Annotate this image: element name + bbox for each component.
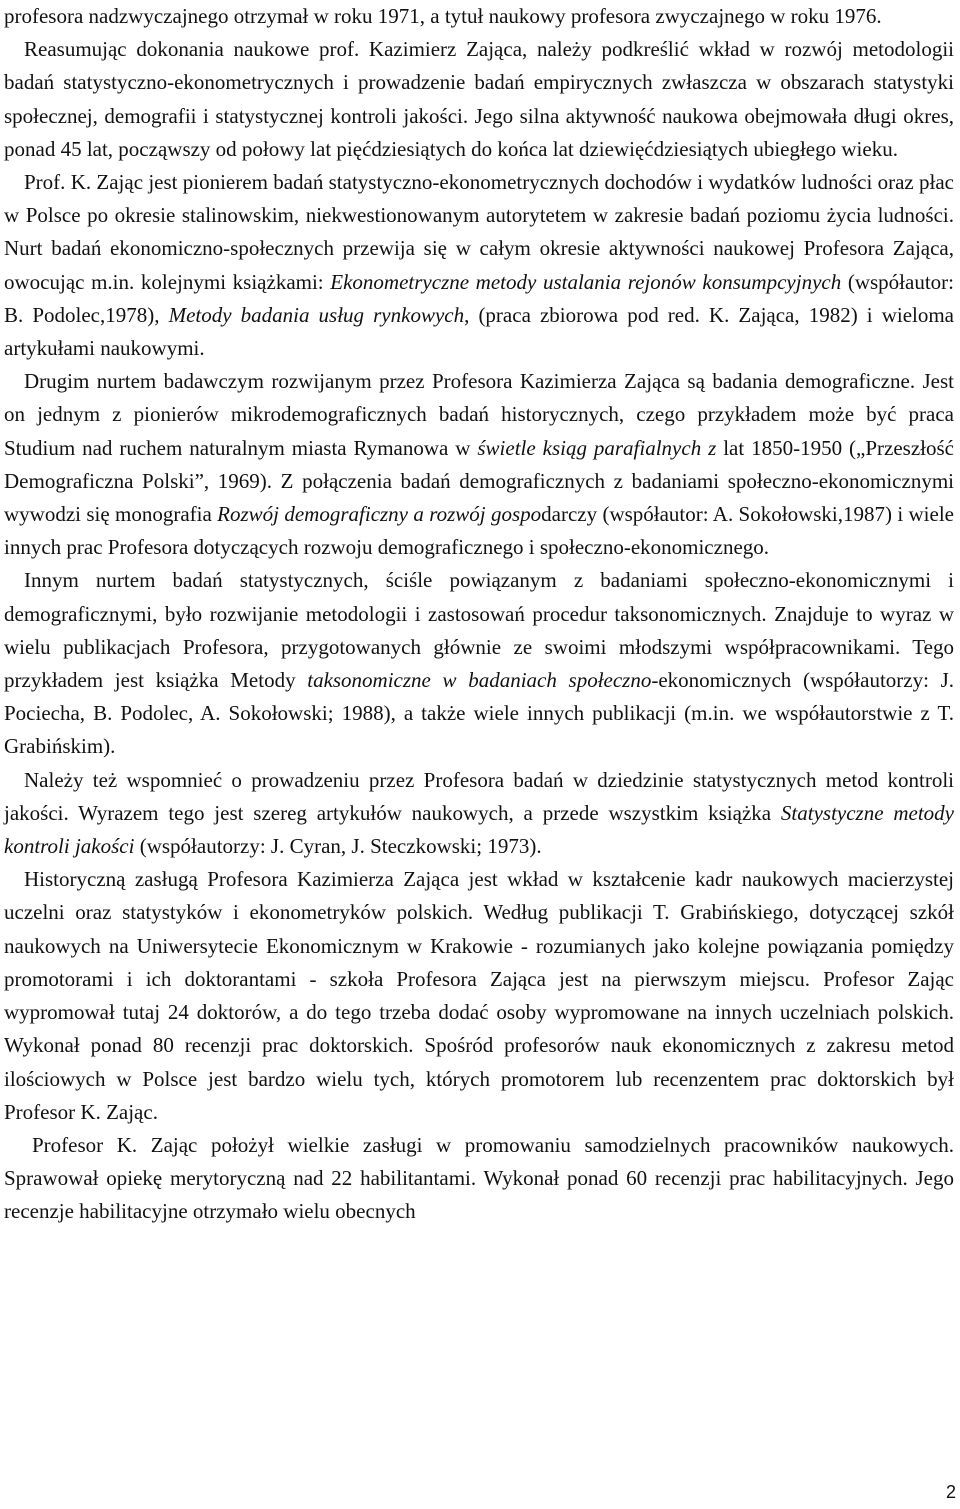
paragraph [4,764,954,864]
italic-title: Ekonometryczne metody ustalania rejonów konsumpcyjnych [330,269,842,294]
text-segment: , (praca zbiorowa pod red. K. Zająca, 1982) i wieloma artykułami naukowymi. [4,302,954,361]
text-segment: Profesor K. Zając położył wielkie zasługi w promowaniu samodzielnych pracowników naukowych. Sprawował opiekę merytoryczną nad 22 habilitantami. Wykonał ponad 60 recenzji prac habilitacyjnych. Jego recenzje habilitacyjne otrzymało wielu obecnych [4,1132,954,1224]
document-body [4,0,954,1229]
text-segment: Prof. K. Zając jest pionierem badań statystyczno-ekonometrycznych dochodów i wydatków ludności oraz płac w Polsce po okresie stalinowskim, niekwestionowanym autorytetem w zakresie badań poziomu życia ludności. Nurt badań ekonomiczno-społecznych przewija się w całym okresie aktywności naukowej Profesora Zająca, owocując m.in. kolejnymi książkami: [4,170,954,294]
paragraph [4,1129,954,1229]
paragraph [4,0,954,33]
paragraph [4,564,954,763]
text-segment: Drugim nurtem badawczym rozwijanym przez Profesora Kazimierza Zająca są badania demograficzne. Jest on jednym z pionierów mikrodemograficznych badań historycznych, czego przykładem może być praca Studium nad ruchem naturalnym miasta Rymanowa w [4,369,954,460]
paragraph [4,166,954,365]
text-segment: Innym nurtem badań statystycznych, ściśle powiązanym z badaniami społeczno-ekonomicznymi i demograficznymi, było rozwijanie metodologii i zastosowań procedur taksonomicznych. Znajduje to wyraz w wielu publikacjach Profesora, przygotowanych głównie ze swoimi młodszymi współpracownikami. Tego przykładem jest książka Metody [4,568,954,693]
text-segment: ekonomicznych (współautorzy: J. Pociecha, B. Podolec, A. Sokołowski; 1988), a także wiele innych publikacji (m.in. we współautorstwie z T. Grabińskim). [4,668,955,759]
paragraph [4,863,954,1129]
paragraph [4,365,954,564]
italic-title: świetle ksiąg parafialnych z [477,435,717,460]
document-page [4,0,954,1229]
paragraph [4,33,954,166]
text-segment: profesora nadzwyczajnego otrzymał w roku 1971, a tytuł naukowy profesora zwyczajnego w roku 1976. [4,4,882,28]
text-segment: (współautor: B. Podolec,1978), [4,269,954,327]
text-segment: (współautorzy: J. Cyran, J. Steczkowski; 1973). [134,834,542,859]
text-segment: Reasumując dokonania naukowe prof. Kazimierz Zająca, należy podkreślić wkład w rozwój metodologii badań statystyczno-ekonometrycznych i prowadzenie badań empirycznych zwłaszcza w obszarach statystyki społecznej, demografii i statystycznej kontroli jakości. Jego silna aktywność naukowa obejmowała długi okres, ponad 45 lat, począwszy od połowy lat pięćdziesiątych do końca lat dziewięćdziesiątych ubiegłego wieku. [4,37,954,161]
italic-title: Metody badania usług rynkowych [168,302,465,327]
text-segment: Należy też wspomnieć o prowadzeniu przez Profesora badań w dziedzinie statystycznych metod kontroli jakości. Wyrazem tego jest szereg artykułów naukowych, a przede wszystkim książka [4,767,954,825]
text-segment: darczy (współautor: A. Sokołowski,1987) i wiele innych prac Profesora dotyczących rozwoju demograficznego i społeczno-ekonomicznego. [4,502,954,560]
italic-title: Statystyczne metody kontroli jakości [4,800,954,859]
italic-title: Rozwój demograficzny a rozwój gospo [217,502,542,527]
text-segment: Historyczną zasługą Profesora Kazimierza Zająca jest wkład w kształcenie kadr naukowych macierzystej uczelni oraz statystyków i ekonometryków polskich. Według publikacji T. Grabińskiego, dotyczącej szkół naukowych na Uniwersytecie Ekonomicznym w Krakowie - rozumianych jako kolejne powiązania pomiędzy promotorami i ich doktorantami - szkoła Profesora Zająca jest na pierwszym miejscu. Profesor Zając wypromował tutaj 24 doktorów, a do tego trzeba dodać osoby wypromowane na innych uczelniach polskich. Wykonał ponad 80 recenzji prac doktorskich. Spośród profesorów nauk ekonomicznych z zakresu metod ilościowych w Polsce jest bardzo wielu tych, których promotorem lub recenzentem prac doktorskich był Profesor K. Zając. [4,867,954,1124]
italic-title: taksonomiczne w badaniach społeczno- [307,668,659,693]
page-number: 2 [945,1482,956,1502]
text-segment: lat 1850-1950 („Przeszłość Demograficzna Polski”, 1969). Z połączenia badań demograficznych z badaniami społeczno-ekonomicznymi wywodzi się monografia [4,435,954,527]
